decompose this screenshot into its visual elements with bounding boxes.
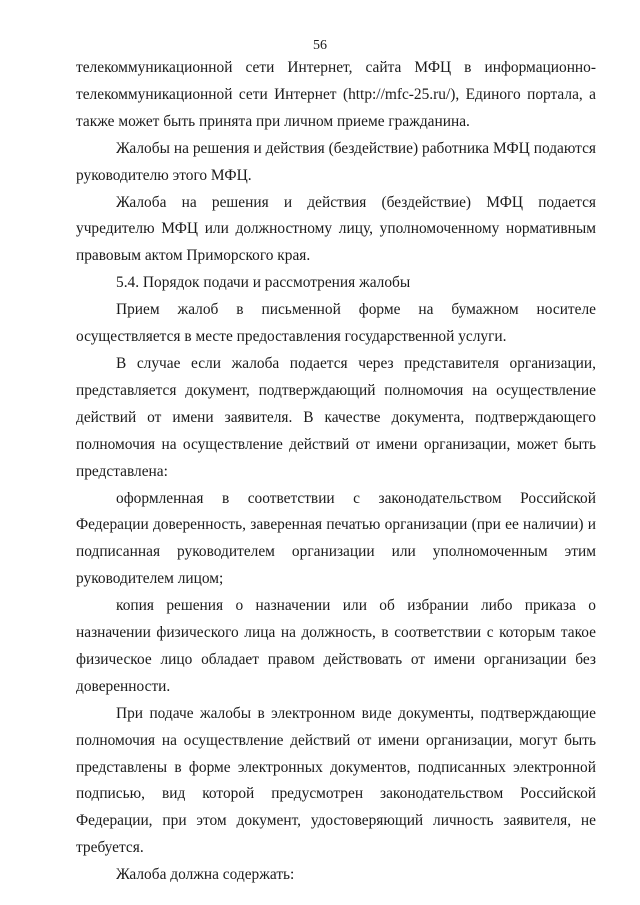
section-heading-5-4: 5.4. Порядок подачи и рассмотрения жалобы (116, 274, 411, 292)
paragraph-continuation: телекоммуникационной сети Интернет, сайта МФЦ в информационно-телекоммуникационной сети Интернет (http://mfc-25.ru/), Единого портала, а также может быть принята при личном приеме гражданина. (76, 59, 596, 130)
paragraph-complaints-mfc: Жалоба на решения и действия (бездействие) МФЦ подается учредителю МФЦ или должностному лицу, уполномоченному нормативным правовым актом Приморского края. (76, 193, 596, 265)
page-number: 56 (313, 38, 327, 53)
paragraph-complaint-contents: Жалоба должна содержать: (116, 866, 295, 884)
document-body (76, 55, 596, 889)
paragraph-representative: В случае если жалоба подается через представителя организации, представляется документ, подтверждающий полномочия на осуществление действий от имени заявителя. В качестве документа, подтверждающего полномочия на осуществление действий от имени организации, может быть представлена: (76, 354, 596, 480)
paragraph-appointment-copy: копия решения о назначении или об избрании либо приказа о назначении физического лица на должность, в соответствии с которым такое физическое лицо обладает правом действовать от имени организации без доверенности. (76, 597, 596, 695)
paragraph-paper-complaints: Прием жалоб в письменной форме на бумажном носителе осуществляется в месте предоставления государственной услуги. (76, 301, 596, 346)
paragraph-complaints-employee: Жалобы на решения и действия (бездействие) работника МФЦ подаются руководителю этого МФЦ. (76, 139, 596, 184)
paragraph-electronic-submission: При подаче жалобы в электронном виде документы, подтверждающие полномочия на осуществление действий от имени организации, могут быть представлены в форме электронных документов, подписанных электронной подписью, вид которой предусмотрен законодательством Российской Федерации, при этом документ, удостоверяющий личность заявителя, не требуется. (76, 704, 596, 857)
paragraph-power-of-attorney: оформленная в соответствии с законодательством Российской Федерации доверенность, заверенная печатью организации (при ее наличии) и подписанная руководителем организации или уполномоченным этим руководителем лицом; (76, 489, 596, 588)
